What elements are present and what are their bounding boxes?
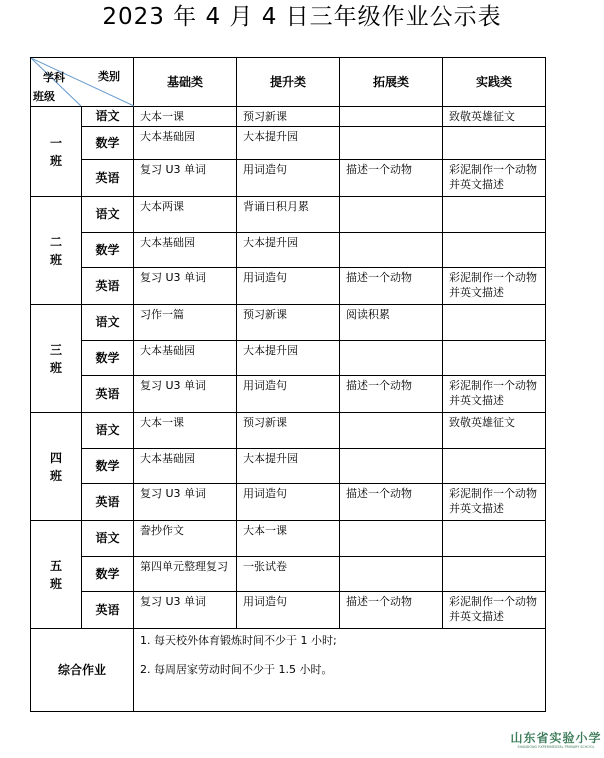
subject-cell: 语文	[82, 107, 134, 127]
logo-subtitle: SHANDONG EXPERIMENTAL PRIMARY SCHOOL	[517, 745, 595, 749]
cell-practice	[443, 197, 546, 233]
subject-cell: 数学	[82, 233, 134, 268]
table-row	[31, 521, 546, 557]
summary-row	[31, 629, 546, 712]
homework-table	[30, 57, 546, 712]
cell-improve: 大本提升园	[237, 341, 340, 376]
cell-extend	[340, 341, 443, 376]
cell-practice	[443, 557, 546, 592]
summary-item: 1. 每天校外体育锻炼时间不少于 1 小时;	[140, 634, 337, 647]
cell-basic: 大本一课	[134, 107, 237, 127]
cell-extend	[340, 197, 443, 233]
class-name-cell: 三 班	[31, 305, 82, 413]
table-row	[31, 160, 546, 197]
school-logo	[510, 731, 602, 750]
column-header-practice: 实践类	[443, 58, 546, 107]
table-row	[31, 449, 546, 484]
cell-basic: 习作一篇	[134, 305, 237, 341]
class-name-cell: 四 班	[31, 413, 82, 521]
subject-cell: 语文	[82, 413, 134, 449]
cell-basic: 大本一课	[134, 413, 237, 449]
cell-extend: 阅读积累	[340, 305, 443, 341]
table-row	[31, 305, 546, 341]
cell-extend: 描述一个动物	[340, 484, 443, 521]
subject-cell: 语文	[82, 521, 134, 557]
cell-basic: 大本基础园	[134, 127, 237, 160]
cell-practice	[443, 127, 546, 160]
cell-practice: 致敬英雄征文	[443, 413, 546, 449]
class-name-cell: 二 班	[31, 197, 82, 305]
cell-basic: 第四单元整理复习	[134, 557, 237, 592]
subject-cell: 英语	[82, 592, 134, 629]
cell-extend	[340, 127, 443, 160]
subject-cell: 英语	[82, 268, 134, 305]
subject-cell: 数学	[82, 127, 134, 160]
cell-extend	[340, 449, 443, 484]
cell-practice: 彩泥制作一个动物并英文描述	[443, 268, 546, 305]
diag-category-label: 类别	[98, 70, 120, 83]
cell-extend	[340, 107, 443, 127]
table-row	[31, 127, 546, 160]
table-row	[31, 341, 546, 376]
cell-improve: 预习新课	[237, 107, 340, 127]
header-row	[31, 58, 546, 107]
summary-content	[134, 629, 546, 712]
table-row	[31, 107, 546, 127]
cell-extend: 描述一个动物	[340, 376, 443, 413]
column-header-extend: 拓展类	[340, 58, 443, 107]
cell-improve: 预习新课	[237, 413, 340, 449]
page-title: 2023 年 4 月 4 日三年级作业公示表	[102, 4, 502, 30]
cell-practice	[443, 233, 546, 268]
diagonal-header-cell	[31, 58, 134, 107]
cell-improve: 大本一课	[237, 521, 340, 557]
cell-improve: 大本提升园	[237, 449, 340, 484]
table-row	[31, 233, 546, 268]
cell-extend	[340, 233, 443, 268]
cell-improve: 预习新课	[237, 305, 340, 341]
cell-improve: 用词造句	[237, 160, 340, 197]
cell-practice: 致敬英雄征文	[443, 107, 546, 127]
subject-cell: 数学	[82, 341, 134, 376]
table-row	[31, 413, 546, 449]
cell-basic: 大本基础园	[134, 341, 237, 376]
cell-improve: 大本提升园	[237, 233, 340, 268]
subject-cell: 数学	[82, 449, 134, 484]
diag-subject-label: 学科	[43, 71, 65, 84]
cell-improve: 用词造句	[237, 268, 340, 305]
subject-cell: 英语	[82, 376, 134, 413]
cell-improve: 一张试卷	[237, 557, 340, 592]
cell-practice	[443, 341, 546, 376]
table-row	[31, 592, 546, 629]
cell-extend: 描述一个动物	[340, 160, 443, 197]
table-row	[31, 484, 546, 521]
cell-improve: 用词造句	[237, 484, 340, 521]
column-header-improve: 提升类	[237, 58, 340, 107]
table-row	[31, 197, 546, 233]
subject-cell: 语文	[82, 197, 134, 233]
cell-practice: 彩泥制作一个动物并英文描述	[443, 592, 546, 629]
cell-practice: 彩泥制作一个动物并英文描述	[443, 484, 546, 521]
cell-extend: 描述一个动物	[340, 268, 443, 305]
cell-extend	[340, 557, 443, 592]
cell-practice: 彩泥制作一个动物并英文描述	[443, 376, 546, 413]
table-row	[31, 268, 546, 305]
cell-basic: 誊抄作文	[134, 521, 237, 557]
column-header-basic: 基础类	[134, 58, 237, 107]
logo-name: 山东省实验小学	[510, 731, 602, 745]
cell-basic: 大本基础园	[134, 449, 237, 484]
subject-cell: 数学	[82, 557, 134, 592]
diag-class-label: 班级	[33, 90, 55, 103]
cell-extend	[340, 521, 443, 557]
cell-basic: 大本两课	[134, 197, 237, 233]
cell-improve: 用词造句	[237, 376, 340, 413]
cell-basic: 复习 U3 单词	[134, 484, 237, 521]
summary-item: 2. 每周居家劳动时间不少于 1.5 小时。	[140, 663, 333, 676]
cell-basic: 复习 U3 单词	[134, 592, 237, 629]
cell-extend: 描述一个动物	[340, 592, 443, 629]
cell-basic: 复习 U3 单词	[134, 376, 237, 413]
cell-practice	[443, 305, 546, 341]
subject-cell: 英语	[82, 484, 134, 521]
class-name-cell: 五 班	[31, 521, 82, 629]
cell-practice: 彩泥制作一个动物并英文描述	[443, 160, 546, 197]
cell-improve: 背诵日积月累	[237, 197, 340, 233]
table-row	[31, 376, 546, 413]
subject-cell: 语文	[82, 305, 134, 341]
cell-practice	[443, 449, 546, 484]
cell-improve: 用词造句	[237, 592, 340, 629]
cell-basic: 大本基础园	[134, 233, 237, 268]
subject-cell: 英语	[82, 160, 134, 197]
class-name-cell: 一 班	[31, 107, 82, 197]
cell-extend	[340, 413, 443, 449]
summary-label: 综合作业	[31, 629, 134, 712]
cell-improve: 大本提升园	[237, 127, 340, 160]
cell-basic: 复习 U3 单词	[134, 268, 237, 305]
cell-practice	[443, 521, 546, 557]
cell-basic: 复习 U3 单词	[134, 160, 237, 197]
table-row	[31, 557, 546, 592]
